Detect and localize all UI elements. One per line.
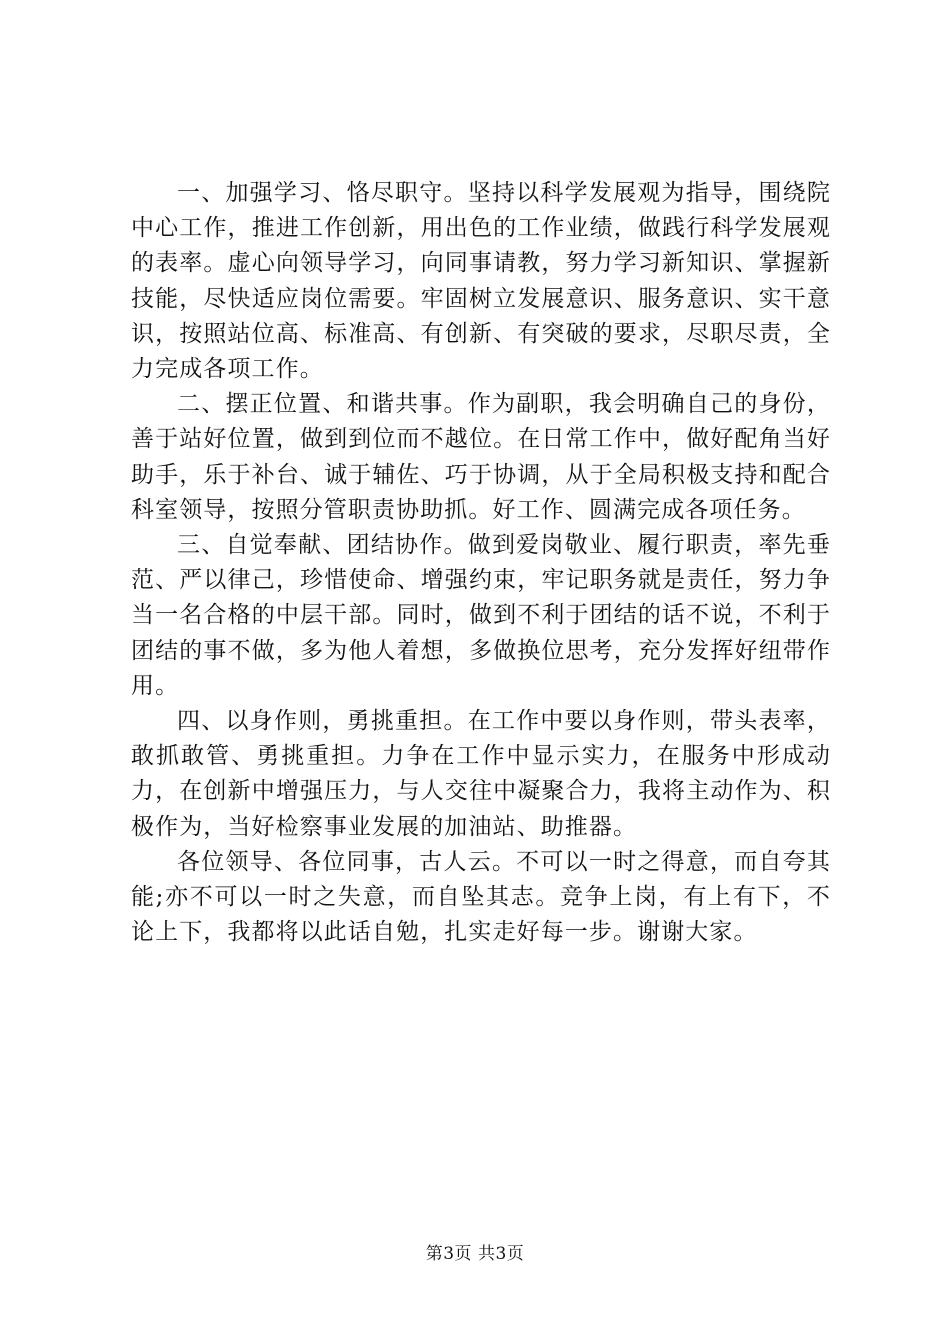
page-number-footer: 第3页 共3页 — [425, 1244, 525, 1264]
document-body — [131, 176, 831, 950]
paragraph-position-harmony: 二、摆正位置、和谐共事。作为副职，我会明确自己的身份，善于站好位置，做到到位而不越位。在日常工作中，做好配角当好助手，乐于补台、诚于辅佐、巧于协调，从于全局积极支持和配合科室领导，按照分管职责协助抓。好工作、圆满完成各项任务。 — [131, 391, 831, 523]
paragraph-dedication-unity: 三、自觉奉献、团结协作。做到爱岗敬业、履行职责，率先垂范、严以律己，珍惜使命、增强约束，牢记职务就是责任，努力争当一名合格的中层干部。同时，做到不利于团结的话不说，不利于团结的事不做，多为他人着想，多做换位思考，充分发挥好纽带作用。 — [131, 532, 831, 699]
paragraph-closing-remarks: 各位领导、各位同事，古人云。不可以一时之得意，而自夸其能;亦不可以一时之失意，而自坠其志。竞争上岗，有上有下，不论上下，我都将以此话自勉，扎实走好每一步。谢谢大家。 — [131, 848, 831, 946]
paragraph-lead-by-example: 四、以身作则，勇挑重担。在工作中要以身作则，带头表率，敢抓敢管、勇挑重担。力争在工作中显示实力，在服务中形成动力，在创新中增强压力，与人交往中凝聚合力，我将主动作为、积极作为，当好检察事业发展的加油站、助推器。 — [131, 708, 831, 840]
paragraph-study-duty: 一、加强学习、恪尽职守。坚持以科学发展观为指导，围绕院中心工作，推进工作创新，用出色的工作业绩，做践行科学发展观的表率。虚心向领导学习，向同事请教，努力学习新知识、掌握新技能，尽快适应岗位需要。牢固树立发展意识、服务意识、实干意识，按照站位高、标准高、有创新、有突破的要求，尽职尽责，全力完成各项工作。 — [131, 180, 831, 383]
